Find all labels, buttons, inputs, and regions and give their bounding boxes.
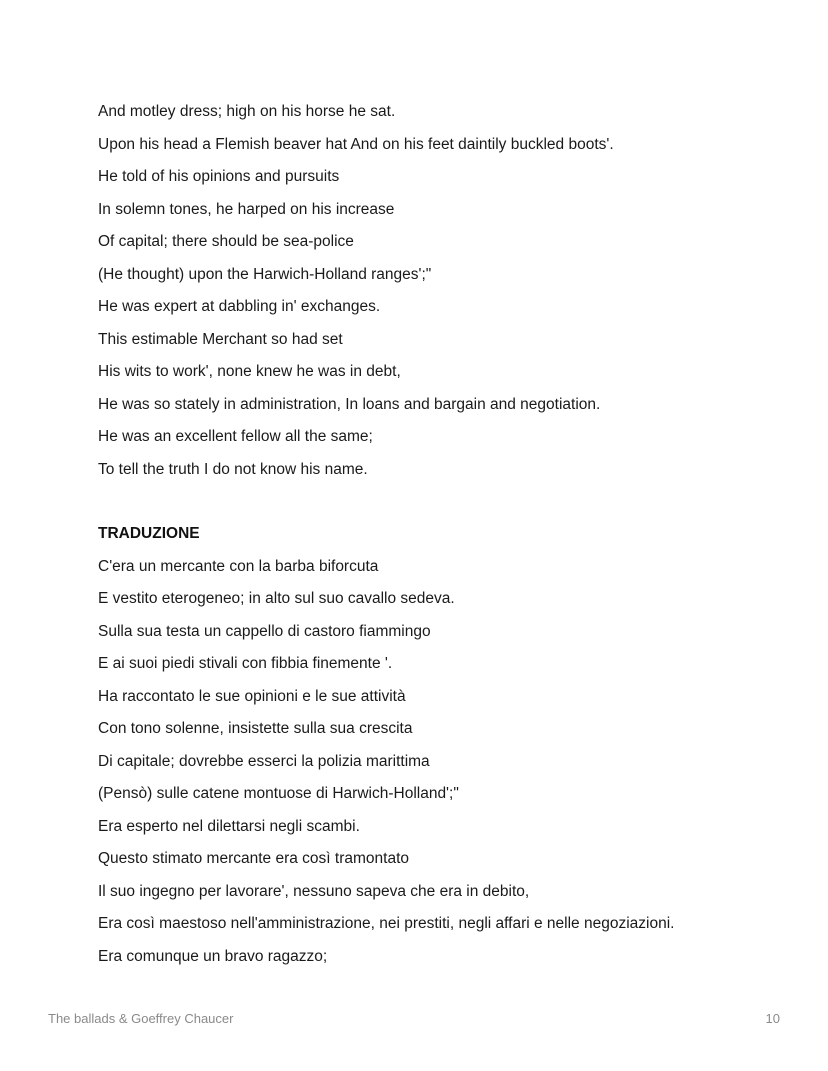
translation-line: Era così maestoso nell'amministrazione, nei prestiti, negli affari e nelle negoziazioni. [98, 915, 675, 932]
translation-line: Di capitale; dovrebbe esserci la polizia marittima [98, 752, 430, 770]
translation-heading: TRADUZIONE [98, 525, 200, 542]
verse-line: He was expert at dabbling in' exchanges. [98, 298, 381, 315]
translation-line: Era comunque un bravo ragazzo; [98, 947, 328, 965]
verse-line: (He thought) upon the Harwich-Holland ranges';" [98, 265, 432, 283]
verse-line: Upon his head a Flemish beaver hat And on his feet daintily buckled boots'. [98, 135, 614, 153]
verse-line: And motley dress; high on his horse he sat. [98, 103, 396, 120]
translation-line: Il suo ingegno per lavorare', nessuno sapeva che era in debito, [98, 882, 530, 900]
page-number: 10 [765, 1011, 780, 1026]
footer-title: The ballads & Goeffrey Chaucer [48, 1011, 234, 1026]
translation-line: Questo stimato mercante era così tramontato [98, 850, 409, 867]
translation-line: C'era un mercante con la barba biforcuta [98, 557, 379, 575]
translation-line: (Pensò) sulle catene montuose di Harwich-Holland';" [98, 785, 459, 802]
translation-line: Ha raccontato le sue opinioni e le sue attività [98, 687, 406, 705]
verse-line: This estimable Merchant so had set [98, 330, 343, 348]
verse-line: To tell the truth I do not know his name. [98, 460, 368, 478]
translation-line: E ai suoi piedi stivali con fibbia finemente '. [98, 655, 393, 672]
verse-line: He was so stately in administration, In loans and bargain and negotiation. [98, 395, 601, 413]
verse-line: He was an excellent fellow all the same; [98, 428, 373, 445]
english-verse [98, 96, 798, 486]
verse-line: Of capital; there should be sea-police [98, 233, 354, 250]
verse-line: His wits to work', none knew he was in debt, [98, 363, 401, 380]
translation-line: Sulla sua testa un cappello di castoro fiammingo [98, 622, 431, 640]
italian-translation [98, 551, 798, 974]
verse-line: In solemn tones, he harped on his increase [98, 200, 395, 218]
page-content [98, 96, 798, 973]
translation-line: E vestito eterogeneo; in alto sul suo cavallo sedeva. [98, 590, 455, 607]
verse-line: He told of his opinions and pursuits [98, 168, 340, 185]
translation-line: Era esperto nel dilettarsi negli scambi. [98, 817, 360, 835]
translation-line: Con tono solenne, insistette sulla sua crescita [98, 720, 413, 737]
